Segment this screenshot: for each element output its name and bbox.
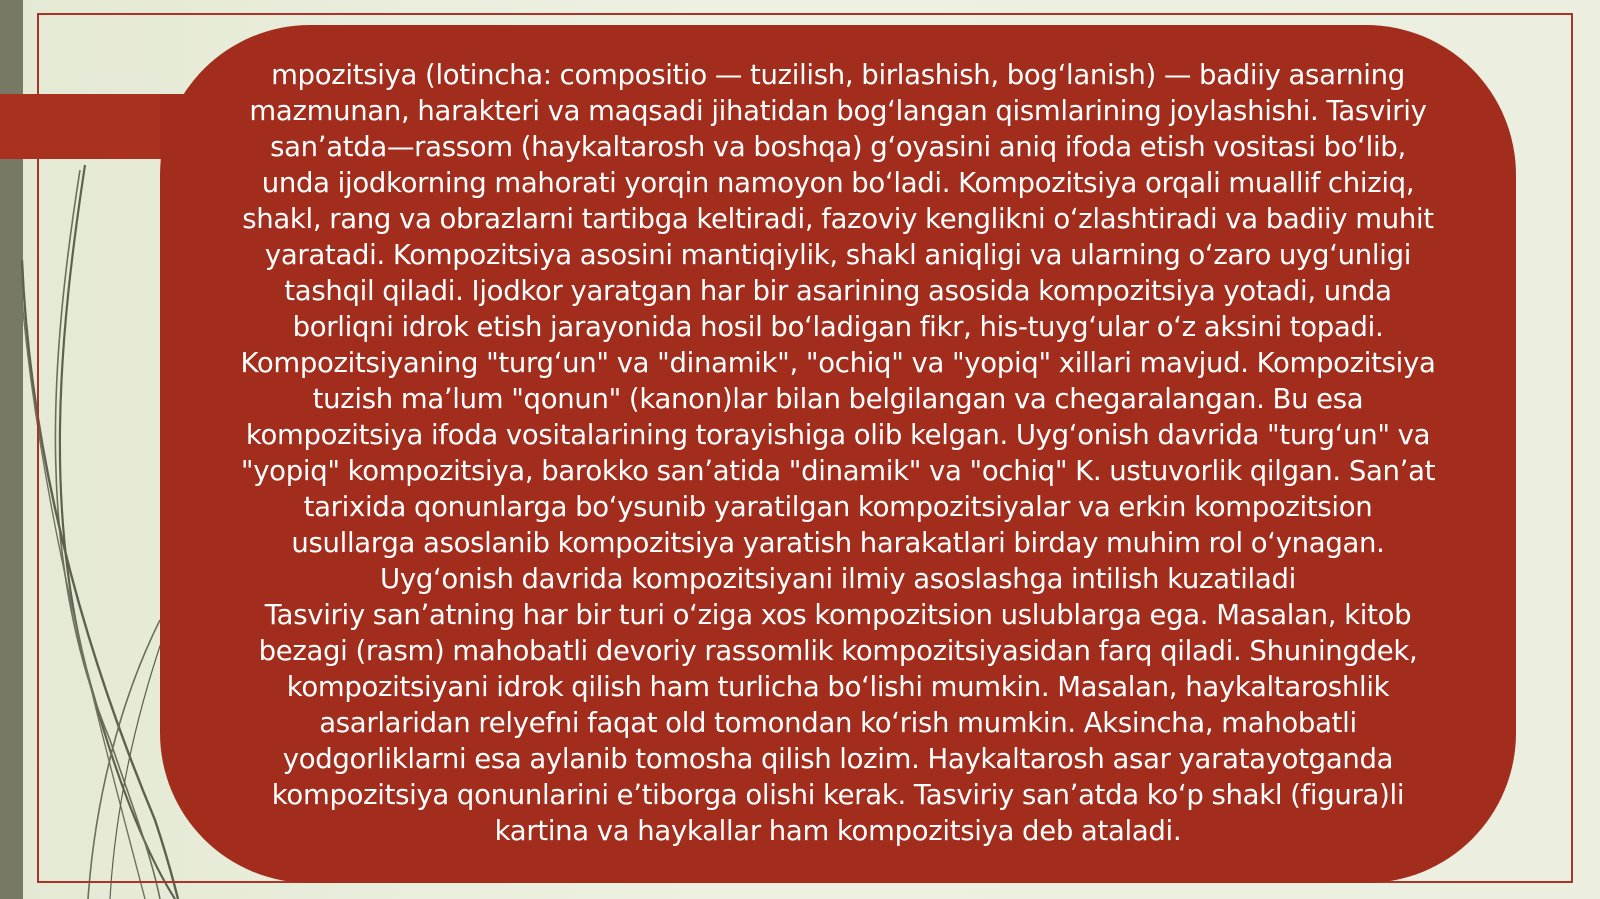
paragraph-line: unda ijodkorning mahorati yorqin namoyon boʻladi. Kompozitsiya orqali muallif chiziq, <box>261 167 1415 199</box>
paragraph-line: "yopiq" kompozitsiya, barokko sanʼatida "dinamik" va "ochiq" K. ustuvorlik qilgan. Sanʼat <box>240 455 1436 487</box>
paragraph-line: yaratadi. Kompozitsiya asosini mantiqiylik, shakl aniqligi va ularning oʻzaro uygʻunligi <box>264 239 1412 271</box>
paragraph-line: kompozitsiyani idrok qilish ham turlicha boʻlishi mumkin. Masalan, haykaltaroshlik <box>286 671 1390 703</box>
paragraph-line: sanʼatda—rassom (haykaltarosh va boshqa) gʻoyasini aniq ifoda etish vositasi boʻlib, <box>270 131 1406 163</box>
red-accent-bar <box>0 94 180 159</box>
paragraph-line: bezagi (rasm) mahobatli devoriy rassomlik kompozitsiyasidan farq qiladi. Shuningdek, <box>258 635 1418 667</box>
paragraph-line: usullarga asoslanib kompozitsiya yaratish harakatlari birday muhim rol oʻynagan. <box>291 527 1385 559</box>
paragraph-line: yodgorliklarni esa aylanib tomosha qilish lozim. Haykaltarosh asar yaratayotganda <box>282 743 1394 775</box>
paragraph-line: kompozitsiya qonunlarini eʼtiborga olishi kerak. Tasviriy sanʼatda koʻp shakl (figura)li <box>271 779 1405 811</box>
paragraph-line: tarixida qonunlarga boʻysunib yaratilgan kompozitsiyalar va erkin kompozitsion <box>303 491 1373 523</box>
paragraph-line: Tasviriy sanʼatning har bir turi oʻziga xos kompozitsion uslublarga ega. Masalan, kitob <box>264 599 1412 631</box>
paragraph-line: Uygʻonish davrida kompozitsiyani ilmiy asoslashga intilish kuzatiladi <box>380 563 1296 595</box>
paragraph-line: tashqil qiladi. Ijodkor yaratgan har bir asarining asosida kompozitsiya yotadi, unda <box>284 275 1392 307</box>
paragraph-line: tuzish maʼlum "qonun" (kanon)lar bilan belgilangan va chegaralangan. Bu esa <box>312 383 1364 415</box>
paragraph-line: mpozitsiya (lotincha: compositio — tuzilish, birlashish, bogʻlanish) — badiiy asarning <box>271 59 1405 91</box>
paragraph-line: asarlaridan relyefni faqat old tomondan koʻrish mumkin. Aksincha, mahobatli <box>319 707 1357 739</box>
paragraph-line: mazmunan, harakteri va maqsadi jihatidan bogʻlangan qismlarining joylashishi. Tasviriy <box>249 95 1427 127</box>
paragraph-line: borliqni idrok etish jarayonida hosil boʻladigan fikr, his-tuygʻular oʻz aksini topadi. <box>292 311 1384 343</box>
body-paragraph <box>205 57 1471 849</box>
paragraph-line: kartina va haykallar ham kompozitsiya deb ataladi. <box>494 815 1182 847</box>
paragraph-line: Kompozitsiyaning "turgʻun" va "dinamik", "ochiq" va "yopiq" xillari mavjud. Kompozitsiya <box>240 347 1436 379</box>
paragraph-line: shakl, rang va obrazlarni tartibga keltiradi, fazoviy kenglikni oʻzlashtiradi va badiiy muhit <box>242 203 1434 235</box>
paragraph-line: kompozitsiya ifoda vositalarining torayishiga olib kelgan. Uygʻonish davrida "turgʻun" va <box>245 419 1431 451</box>
text-card-accent-join <box>160 94 200 159</box>
